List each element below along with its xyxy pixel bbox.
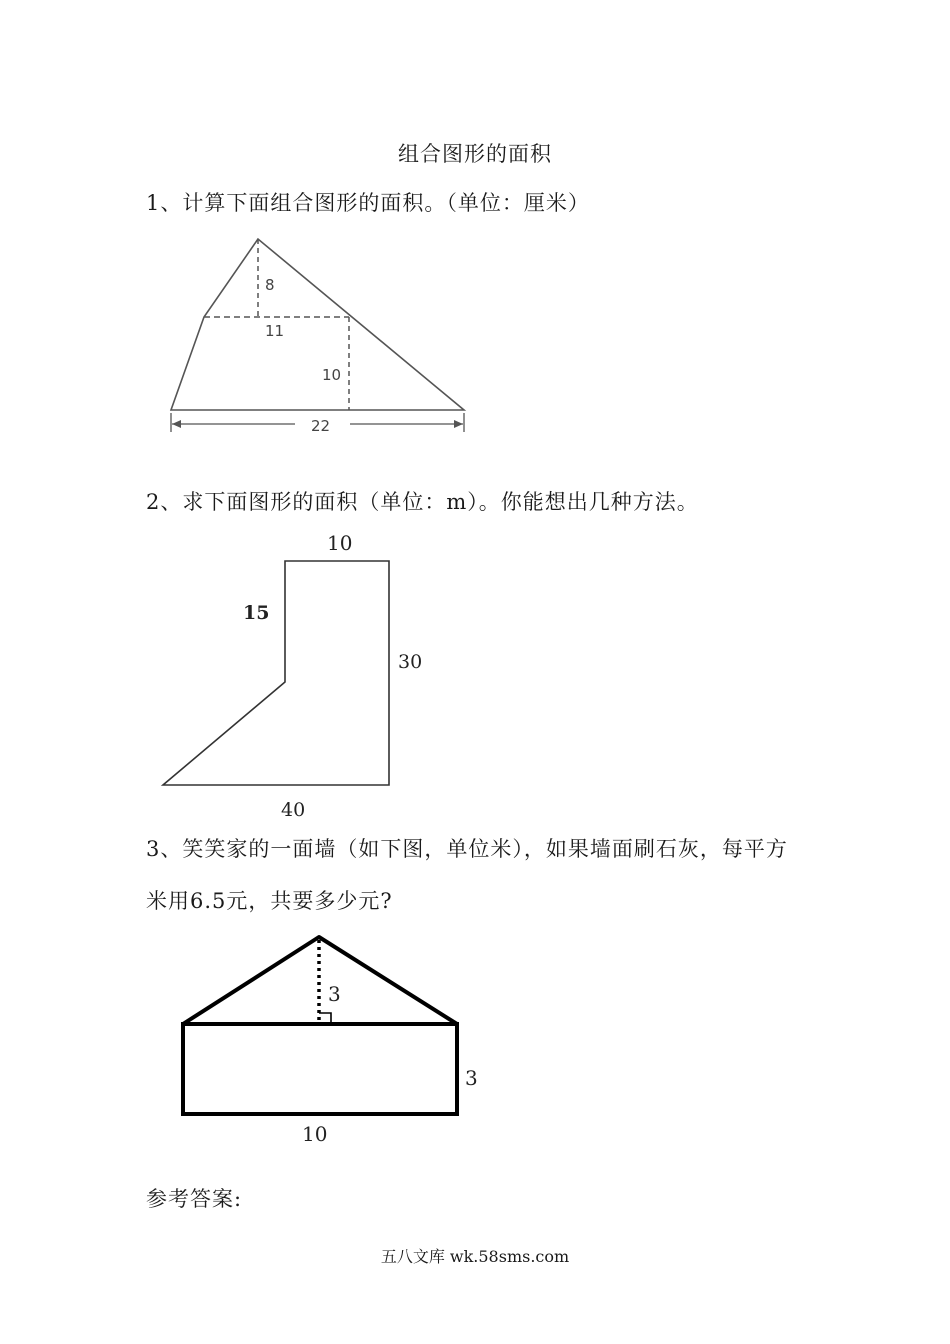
figure-3-wall xyxy=(183,937,478,1146)
figure-1-label-22: 22 xyxy=(311,417,331,435)
figure-2-label-left: 15 xyxy=(243,602,270,624)
figure-1-arrow-left xyxy=(172,420,181,428)
figure-1-arrow-right xyxy=(454,420,463,428)
figure-2-label-top: 10 xyxy=(327,531,353,555)
question-1-text: 1、计算下面组合图形的面积。（单位：厘米） xyxy=(146,191,590,215)
footer-watermark: 五八文库 wk.58sms.com xyxy=(380,1247,570,1266)
figure-3-label-side: 3 xyxy=(465,1066,478,1090)
figure-3-label-height: 3 xyxy=(328,982,341,1006)
answer-heading: 参考答案: xyxy=(146,1187,243,1211)
figure-1-label-11: 11 xyxy=(265,322,285,340)
figure-2-shape xyxy=(163,531,422,821)
figure-3-rectangle xyxy=(183,1024,457,1114)
figure-3-label-base: 10 xyxy=(302,1122,328,1146)
figure-1-outline xyxy=(171,239,464,410)
figure-2-outline xyxy=(163,561,389,785)
figure-2-label-right: 30 xyxy=(398,651,423,673)
figure-3-right-angle-mark xyxy=(319,1013,331,1023)
page-title: 组合图形的面积 xyxy=(398,142,552,166)
figure-1-label-8: 8 xyxy=(265,276,275,294)
figure-1-label-10: 10 xyxy=(322,366,342,384)
figure-1-composite-shape xyxy=(171,239,464,435)
question-3-text-line2: 米用6.5元，共要多少元? xyxy=(146,889,393,913)
question-2-text: 2、求下面图形的面积（单位：m）。你能想出几种方法。 xyxy=(146,490,699,514)
question-3-text-line1: 3、笑笑家的一面墙（如下图，单位米），如果墙面刷石灰，每平方 xyxy=(146,837,788,861)
figure-2-label-bottom: 40 xyxy=(281,799,306,821)
